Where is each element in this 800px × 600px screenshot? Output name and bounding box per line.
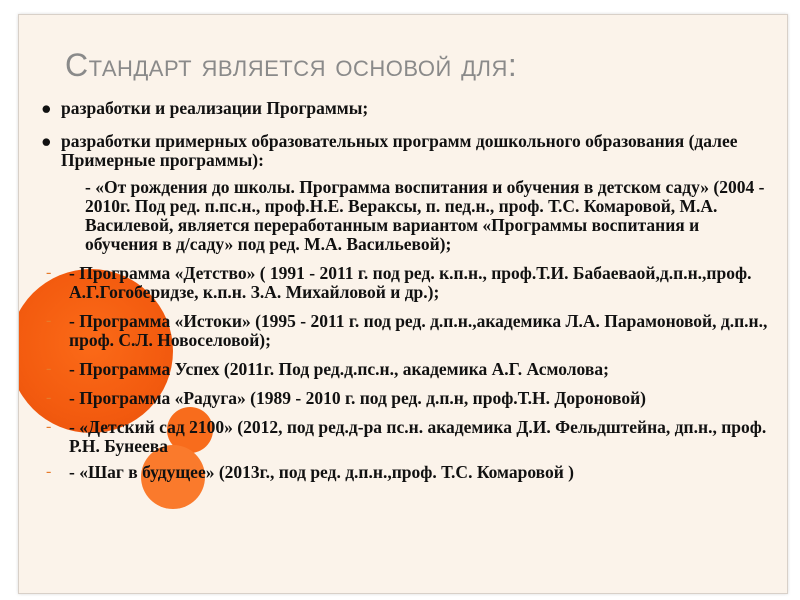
sub-paragraph bbox=[41, 178, 771, 254]
slide-title: Стандарт является основой для: bbox=[65, 47, 518, 83]
program-text: - «Шаг в будущее» (2013г., под ред. д.п.н.,проф. Т.С. Комаровой ) bbox=[69, 462, 575, 482]
bullet-item bbox=[41, 99, 771, 118]
program-item bbox=[41, 312, 771, 350]
bullet-text: разработки и реализации Программы; bbox=[61, 98, 369, 118]
program-text: - Программа Успех (2011г. Под ред.д.пс.н., академика А.Г. Асмолова; bbox=[69, 359, 609, 379]
program-text: - «Детский сад 2100» (2012, под ред.д-ра пс.н. академика Д.И. Фельдштейна, дп.н., проф. Р.Н. Бунеева bbox=[69, 417, 767, 456]
dash-icon: - bbox=[46, 418, 52, 435]
bullet-item bbox=[41, 132, 771, 170]
bullet-icon: ● bbox=[41, 131, 52, 151]
program-item bbox=[41, 360, 771, 379]
dash-icon: - bbox=[46, 389, 52, 406]
program-item bbox=[41, 389, 771, 408]
dash-icon: - bbox=[46, 264, 52, 281]
dash-icon: - bbox=[46, 312, 52, 329]
program-text: - Программа «Радуга» (1989 - 2010 г. под ред. д.п.н, проф.Т.Н. Дороновой) bbox=[69, 388, 647, 408]
slide bbox=[18, 14, 788, 594]
bullet-icon: ● bbox=[41, 98, 52, 118]
bullet-text: разработки примерных образовательных программ дошкольного образования (далее Примерные программы): bbox=[61, 131, 738, 170]
program-text: - Программа «Детство» ( 1991 - 2011 г. под ред. к.п.н., проф.Т.И. Бабаеваой,д.п.н.,проф. А.Г.Гогоберидзе, к.п.н. З.А. Михайловой и др.); bbox=[69, 263, 752, 302]
program-item bbox=[41, 418, 771, 456]
sub-paragraph-text: - «От рождения до школы. Программа воспитания и обучения в детском саду» (2004 - 2010г. Под ред. п.пс.н., проф.Н.Е. Вераксы, п. пед.н., проф. Т.С. Комаровой, М.А. Василевой, является переработанным вариантом «Программы воспитания и обучения в д/саду» под ред. М.А. Васильевой); bbox=[85, 177, 765, 254]
slide-content bbox=[41, 99, 771, 482]
dash-icon: - bbox=[46, 463, 52, 480]
program-item bbox=[41, 264, 771, 302]
program-item bbox=[41, 463, 771, 482]
program-text: - Программа «Истоки» (1995 - 2011 г. под ред. д.п.н.,академика Л.А. Парамоновой, д.п.н., проф. С.Л. Новоселовой); bbox=[69, 311, 768, 350]
dash-icon: - bbox=[46, 360, 52, 377]
